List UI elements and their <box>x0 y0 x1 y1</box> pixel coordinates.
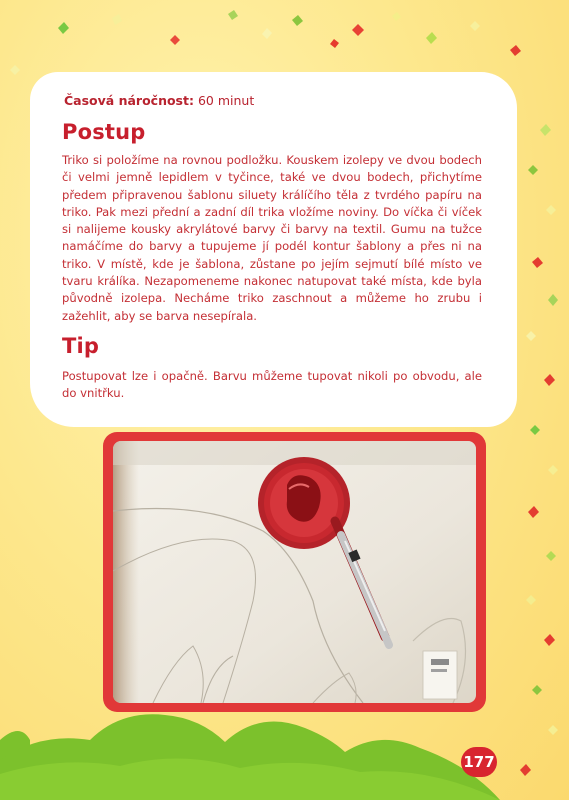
confetti-piece <box>526 331 536 341</box>
confetti-piece <box>262 28 272 39</box>
confetti-piece <box>112 14 122 25</box>
confetti-piece <box>392 12 401 21</box>
confetti-piece <box>548 294 558 306</box>
confetti-piece <box>170 35 180 45</box>
page-number: 177 <box>461 747 497 777</box>
paint-lid <box>258 457 350 549</box>
confetti-piece <box>510 45 521 56</box>
confetti-piece <box>292 15 303 26</box>
confetti-piece <box>58 22 69 34</box>
section-title-tip: Tip <box>62 334 100 358</box>
confetti-piece <box>530 425 540 435</box>
section-text-postup: Triko si položíme na rovnou podložku. Kouskem izolepy ve dvou bodech či velmi jemně lepidlem v tyčince, také ve dvou bodech, přichytíme předem připravenou šablonu siluety králíčího těla z tvrdého papíru na triko. Pak mezi přední a zadní díl trika vložíme noviny. Do víčka či víček si nalijeme kousky akrylátové barvy či barvy na textil. Gumu na tužce namáčíme do barvy a tupujeme jí podél kontur šablony a přes ni na triko. V místě, kde je šablona, zůstane po jejím sejmutí bílé místo ve tvaru králíka. Nezapomeneme nakonec natupovat také místa, kde byla původně izolepa. Necháme triko zaschnout a můžeme ho zrubu i zažehlit, aby se barva nesepírala. <box>62 153 482 323</box>
time-requirement <box>64 93 254 108</box>
section-text-tip: Postupovat lze i opačně. Barvu můžeme tupovat nikoli po obvodu, ale do vnitřku. <box>62 369 482 401</box>
confetti-piece <box>426 32 437 44</box>
confetti-piece <box>526 595 536 605</box>
confetti-piece <box>544 634 555 646</box>
time-requirement-value: 60 minut <box>197 93 255 108</box>
confetti-piece <box>544 374 555 386</box>
confetti-piece <box>546 205 556 215</box>
confetti-piece <box>532 257 543 268</box>
confetti-piece <box>10 65 20 75</box>
confetti-piece <box>352 24 364 36</box>
green-hills <box>0 670 569 800</box>
confetti-piece <box>540 124 551 136</box>
confetti-piece <box>548 465 558 475</box>
tshirt-painting-illustration <box>113 441 476 703</box>
confetti-piece <box>546 551 556 561</box>
confetti-piece <box>228 10 238 20</box>
craft-photo <box>113 441 476 703</box>
section-title-postup: Postup <box>62 120 146 144</box>
confetti-piece <box>330 39 339 48</box>
confetti-piece <box>470 21 480 31</box>
confetti-piece <box>528 506 539 518</box>
time-requirement-label: Časová náročnost: <box>64 93 194 108</box>
confetti-piece <box>528 165 538 175</box>
